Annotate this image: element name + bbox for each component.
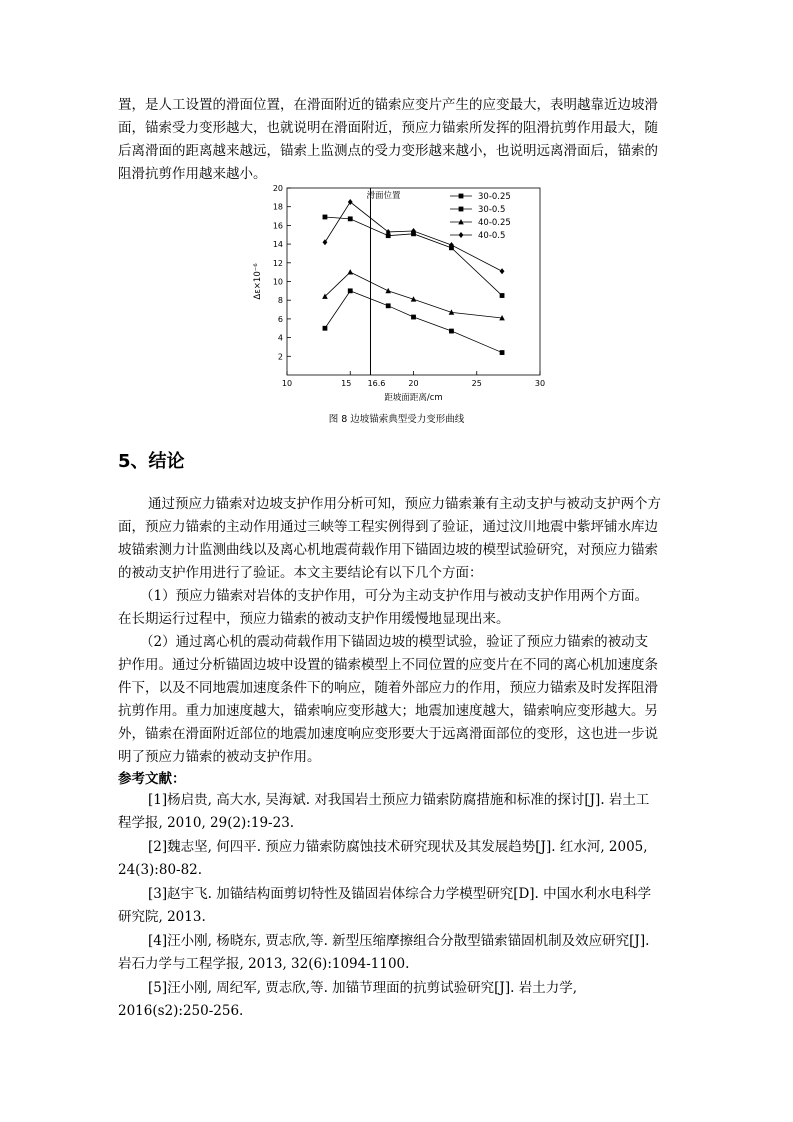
reference-line: [4]汪小刚, 杨晓东, 贾志欣,等. 新型压缩摩擦组合分散型锚索锚固机制及效应研究[J]. bbox=[148, 933, 650, 949]
data-point bbox=[500, 293, 505, 298]
legend-label: 40-0.5 bbox=[478, 231, 506, 241]
intro-line: 置，是人工设置的滑面位置，在滑面附近的锚索应变片产生的应变最大，表明越靠近边坡滑 bbox=[118, 97, 658, 113]
conclusion-line: 护作用。通过分析锚固边坡中设置的锚索模型上不同位置的应变片在不同的离心机加速度条 bbox=[118, 657, 658, 673]
legend-marker bbox=[459, 207, 464, 212]
y-tick-label: 16 bbox=[272, 221, 283, 231]
series-line bbox=[325, 272, 502, 318]
reference-line: 岩石力学与工程学报, 2013, 32(6):1094-1100. bbox=[118, 956, 410, 972]
reference-line: 研究院, 2013. bbox=[118, 909, 206, 925]
conclusion-line: 坡锚索测力计监测曲线以及离心机地震荷载作用下锚固边坡的模型试验研究，对预应力锚索 bbox=[118, 542, 658, 558]
slip-plane-label: 滑面位置 bbox=[366, 191, 401, 201]
y-tick-label: 6 bbox=[277, 314, 283, 324]
strain-chart bbox=[250, 180, 550, 410]
reference-item bbox=[118, 930, 678, 976]
y-tick-label: 8 bbox=[277, 296, 283, 306]
x-tick-label: 15 bbox=[341, 379, 352, 388]
conclusion-line: 通过预应力锚索对边坡支护作用分析可知，预应力锚索兼有主动支护与被动支护两个方 bbox=[148, 496, 661, 512]
conclusion-line: 明了预应力锚索的被动支护作用。 bbox=[118, 749, 321, 765]
data-point bbox=[500, 268, 505, 274]
data-point bbox=[385, 288, 391, 293]
legend-label: 30-0.25 bbox=[478, 192, 511, 202]
intro-line: 面，锚索受力变形越大，也就说明在滑面附近，预应力锚索所发挥的阻滑抗剪作用最大，随 bbox=[118, 120, 658, 136]
intro-paragraph bbox=[118, 94, 678, 186]
data-point bbox=[500, 350, 505, 355]
y-tick-label: 4 bbox=[277, 333, 283, 343]
x-tick-label: 10 bbox=[281, 379, 293, 388]
intro-line: 后离滑面的距离越来越远，锚索上监测点的受力变形越来越小，也说明远离滑面后，锚索的 bbox=[118, 143, 658, 159]
data-point bbox=[347, 269, 353, 274]
x-tick-label: 20 bbox=[408, 379, 419, 388]
reference-line: [5]汪小刚, 周纪军, 贾志欣,等. 加锚节理面的抗剪试验研究[J]. 岩土力学, bbox=[148, 980, 577, 996]
x-tick-label: 25 bbox=[471, 379, 482, 388]
figure-caption: 图 8 边坡锚索典型受力变形曲线 bbox=[328, 414, 465, 425]
conclusion-line: 的被动支护作用进行了验证。本文主要结论有以下几个方面： bbox=[118, 565, 483, 581]
reference-line: [1]杨启贵, 高大水, 吴海斌. 对我国岩土预应力锚索防腐措施和标准的探讨[J]. 岩土工 bbox=[148, 792, 650, 808]
legend-label: 40-0.25 bbox=[478, 218, 511, 228]
conclusion-line: 抗剪作用。重力加速度越大，锚索响应变形越大；地震加速度越大，锚索响应变形越大。另 bbox=[118, 703, 658, 719]
reference-line: 程学报, 2010, 29(2):19-23. bbox=[118, 815, 295, 831]
y-tick-label: 12 bbox=[272, 258, 283, 268]
reference-line: [3]赵宇飞. 加锚结构面剪切特性及锚固岩体综合力学模型研究[D]. 中国水利水电科学 bbox=[148, 886, 652, 902]
x-tick-label: 16.6 bbox=[367, 379, 386, 388]
data-point bbox=[348, 216, 353, 221]
reference-line: 2016(s2):250-256. bbox=[118, 1003, 244, 1019]
reference-line: [2]魏志坚, 何四平. 预应力锚索防腐蚀技术研究现状及其发展趋势[J]. 红水河, 2005, bbox=[148, 839, 648, 855]
conclusion-line: 外，锚索在滑面附近部位的地震加速度响应变形要大于远离滑面部位的变形，这也进一步说 bbox=[118, 726, 658, 742]
conclusion-line: 面，预应力锚索的主动作用通过三峡等工程实例得到了验证，通过汶川地震中紫坪铺水库边 bbox=[118, 519, 658, 535]
data-point bbox=[411, 315, 416, 320]
conclusion-line: （2）通过离心机的震动荷载作用下锚固边坡的模型试验，验证了预应力锚索的被动支 bbox=[140, 634, 649, 650]
reference-line: 24(3):80-82. bbox=[118, 862, 203, 878]
section-title: 5、结论 bbox=[118, 451, 185, 472]
reference-item bbox=[118, 836, 678, 882]
y-tick-label: 10 bbox=[272, 277, 283, 287]
data-point bbox=[449, 329, 454, 334]
legend-marker bbox=[459, 194, 464, 199]
x-tick-label: 30 bbox=[534, 379, 546, 388]
conclusion-line: 件下，以及不同地震加速度条件下的响应，随着外部应力的作用，预应力锚索及时发挥阻滑 bbox=[118, 680, 658, 696]
y-axis-label: Δε×10⁻⁶ bbox=[253, 263, 263, 300]
data-point bbox=[323, 326, 328, 331]
y-tick-label: 2 bbox=[277, 352, 283, 362]
references-title: 参考文献： bbox=[118, 771, 186, 787]
legend-label: 30-0.5 bbox=[478, 205, 506, 215]
conclusion-paragraph bbox=[118, 493, 678, 769]
conclusion-line: （1）预应力锚索对岩体的支护作用，可分为主动支护作用与被动支护作用两个方面。 bbox=[140, 588, 649, 604]
data-point bbox=[323, 215, 328, 220]
legend-marker bbox=[459, 232, 464, 238]
data-point bbox=[386, 303, 391, 308]
y-tick-label: 18 bbox=[272, 202, 283, 212]
series-line bbox=[325, 202, 502, 271]
conclusion-line: 在长期运行过程中，预应力锚索的被动支护作用缓慢地显现出来。 bbox=[118, 611, 510, 627]
y-tick-label: 14 bbox=[272, 240, 283, 250]
data-point bbox=[348, 288, 353, 293]
reference-item bbox=[118, 883, 678, 929]
reference-item bbox=[118, 977, 678, 1023]
reference-item bbox=[118, 789, 678, 835]
intro-line: 阻滑抗剪作用越来越小。 bbox=[118, 166, 267, 182]
y-tick-label: 20 bbox=[272, 184, 283, 193]
x-axis-label: 距坡面距离/cm bbox=[384, 393, 443, 403]
